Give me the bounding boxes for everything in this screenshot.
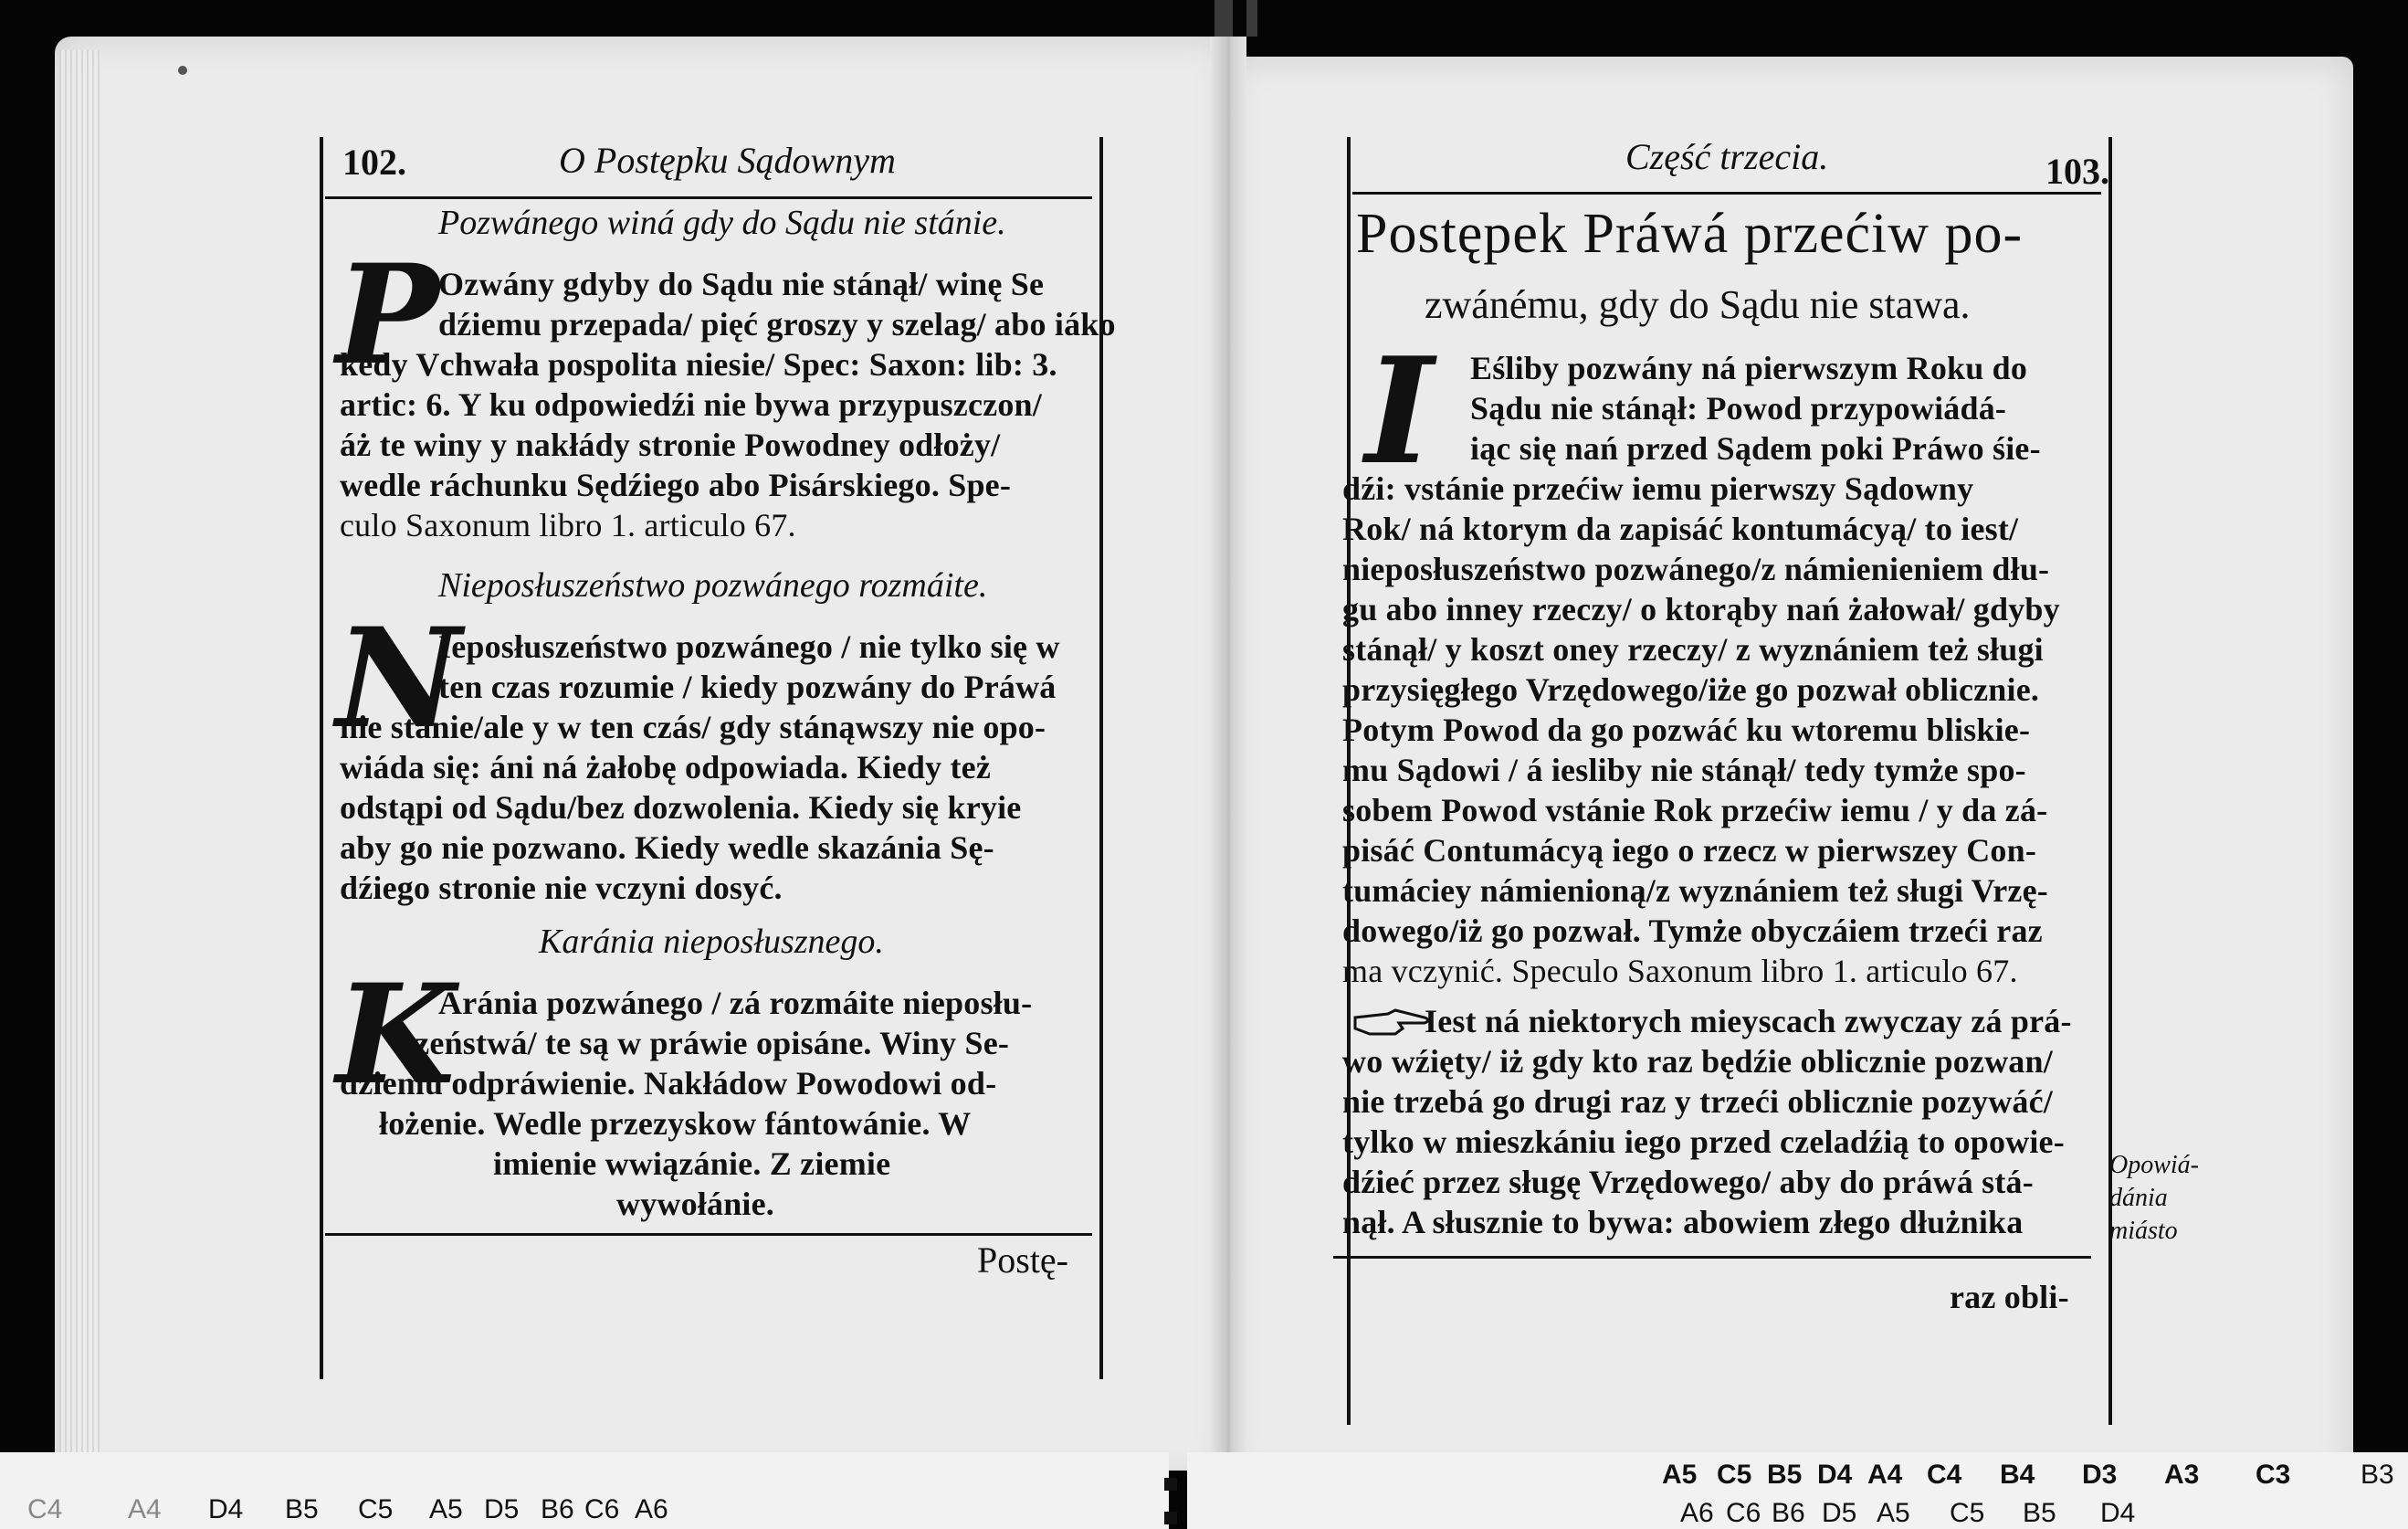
strip-label: B4 — [2000, 1460, 2035, 1490]
strip-label: C5 — [358, 1494, 394, 1524]
pointing-hand-icon — [1351, 1005, 1434, 1041]
text-line: sobem Powod vstánie Rok przećiw iemu / y da zá- — [1342, 792, 2048, 828]
page-edges — [59, 50, 100, 1466]
strip-marker — [1164, 1478, 1177, 1491]
text-line: Iest ná niektorych mieyscach zwyczay zá prá- — [1425, 1003, 2072, 1039]
strip-label: C6 — [584, 1494, 620, 1524]
text-line: wywołánie. — [616, 1186, 774, 1222]
text-line: wo wźięty/ iż gdy kto raz będźie oblicznie pozwan/ — [1342, 1043, 2053, 1080]
catchword: Postę- — [977, 1239, 1068, 1281]
margin-note: miásto — [2109, 1217, 2178, 1245]
dropcap: N — [336, 598, 462, 759]
margin-note: Opowiá- — [2109, 1151, 2199, 1179]
head-rule — [1352, 192, 2101, 195]
left-running-head: O Postępku Sądownym — [559, 140, 896, 181]
strip-label: C4 — [1927, 1460, 1962, 1490]
text-line: nął. A słusznie to bywa: abowiem złego dłużnika — [1342, 1204, 2024, 1240]
text-line: pisáć Contumácyą iego o rzecz w pierwszey Con- — [1342, 832, 2037, 869]
strip-label: C6 — [1726, 1498, 1761, 1528]
left-folio: 102. — [342, 142, 406, 183]
text-line: imienie wwiązánie. Z ziemie — [493, 1145, 891, 1182]
strip-label: C3 — [2256, 1460, 2291, 1490]
strip-label: A4 — [128, 1494, 162, 1524]
text-line: łożenie. Wedle przezyskow fántowánie. W — [379, 1105, 972, 1142]
text-line: tumáciey námienioną/z wyznániem też sługi Vrzę- — [1342, 872, 2048, 909]
strip-label: B5 — [1767, 1460, 1803, 1490]
strip-label: A6 — [635, 1494, 668, 1524]
strip-label: C4 — [27, 1494, 63, 1524]
section-heading: Nieposłuszeństwo pozwánego rozmáite. — [438, 566, 988, 605]
strip-label: D4 — [1817, 1460, 1853, 1490]
section-heading: Pozwánego winá gdy do Sądu nie stánie. — [438, 204, 1006, 242]
scan-edge-mark — [1215, 0, 1233, 37]
text-line: dźiemu przepada/ pięć groszy y szelag/ abo iáko — [438, 306, 1116, 343]
text-line: dźi: vstánie przećiw iemu pierwszy Sądowny — [1342, 470, 1974, 507]
scan-edge-mark — [1246, 0, 1257, 37]
strip-label: D5 — [484, 1494, 520, 1524]
text-line: Sądu nie stánął: Powod przypowiádá- — [1470, 390, 2007, 427]
head-rule — [325, 196, 1092, 199]
text-line: tylko w mieszkániu iego przed czeladźią to opowie- — [1342, 1123, 2065, 1160]
strip-label: A6 — [1680, 1498, 1714, 1528]
strip-label: A5 — [1877, 1498, 1910, 1528]
text-line: Potym Powod da go pozwáć ku wtoremu bliskie- — [1342, 712, 2031, 748]
right-folio: 103. — [2045, 151, 2109, 192]
text-line: kedy Vchwała pospolita niesie/ Spec: Saxon: lib: 3. — [340, 346, 1057, 383]
catchword: raz obli- — [1950, 1279, 2069, 1315]
chapter-title-continued: zwánému, gdy do Sądu nie stawa. — [1425, 282, 1971, 327]
text-line: aby go nie pozwano. Kiedy wedle skazánia Sę- — [340, 829, 994, 866]
strip-label: B3 — [2361, 1460, 2394, 1490]
text-line: Eśliby pozwány ná pierwszym Roku do — [1470, 350, 2028, 386]
strip-label: A5 — [429, 1494, 463, 1524]
dropcap: I — [1365, 325, 1434, 497]
strip-label: D5 — [1822, 1498, 1857, 1528]
right-running-head: Część trzecia. — [1625, 136, 1829, 177]
strip-label: D4 — [208, 1494, 244, 1524]
chapter-title: Postępek Práwá przećiw po- — [1356, 203, 2024, 265]
text-line: Ozwány gdyby do Sądu nie stánął/ winę Se — [438, 266, 1045, 302]
strip-label: C5 — [1950, 1498, 1985, 1528]
text-line: mu Sądowi / á iesliby nie stánął/ tedy tymże spo- — [1342, 752, 2026, 788]
text-line: szeństwá/ te są w práwie opisáne. Winy Se- — [402, 1025, 1010, 1061]
strip-label: B6 — [541, 1494, 574, 1524]
foot-rule — [325, 1233, 1092, 1236]
text-line: wiáda się: áni ná żałobę odpowiada. Kiedy też — [340, 749, 992, 786]
text-line: dźieć przez sługę Vrzędowego/ aby do práwá stá- — [1342, 1164, 2034, 1200]
foot-rule — [1333, 1256, 2091, 1259]
text-line: ma vczynić. Speculo Saxonum libro 1. articulo 67. — [1342, 953, 2018, 989]
text-line: nieposłuszeństwo pozwánego/z námienieniem dłu- — [1342, 551, 2050, 587]
text-line: artic: 6. Y ku odpowiedźi nie bywa przypuszczon/ — [340, 386, 1042, 423]
dropcap: P — [336, 235, 439, 395]
binding-hole — [178, 66, 187, 75]
text-line: nie trzebá go drugi raz y trzeći oblicznie pozywáć/ — [1342, 1083, 2053, 1120]
text-line: iąc się nań przed Sądem poki Práwo śie- — [1470, 430, 2041, 467]
text-line: dźiemu odpráwienie. Nakłádow Powodowi od- — [340, 1065, 997, 1102]
strip-label: B5 — [285, 1494, 319, 1524]
strip-label: A5 — [1662, 1460, 1698, 1490]
text-line: gu abo inney rzeczy/ o ktorąby nań żałował/ gdyby — [1342, 591, 2060, 627]
strip-label: B5 — [2023, 1498, 2056, 1528]
margin-note: dánia — [2109, 1184, 2168, 1212]
text-line: áż te winy y nakłády stronie Powodney odłoży/ — [340, 427, 1001, 463]
text-line: dowego/iż go pozwał. Tymże obyczáiem trzeći raz — [1342, 912, 2043, 949]
strip-label: B6 — [1772, 1498, 1805, 1528]
text-line: nie stánie/ale y w ten czás/ gdy stánąwszy nie opo- — [340, 709, 1046, 745]
text-line: ten czas rozumie / kiedy pozwány do Práwá — [438, 669, 1057, 705]
strip-label: D3 — [2082, 1460, 2118, 1490]
text-line: przysięgłego Vrzędowego/iże go pozwał oblicznie. — [1342, 671, 2040, 708]
strip-label: A4 — [1867, 1460, 1903, 1490]
book-gutter — [1210, 37, 1246, 1480]
text-line: Aránia pozwánego / zá rozmáite nieposłu- — [438, 985, 1033, 1021]
text-line: Rok/ ná ktorym da zapisáć kontumácyą/ to iest/ — [1342, 511, 2019, 547]
text-line: dźiego stronie nie vczyni dosyć. — [340, 870, 783, 906]
strip-label: A3 — [2164, 1460, 2200, 1490]
text-line: culo Saxonum libro 1. articulo 67. — [340, 507, 796, 543]
text-line: stánął/ y koszt oney rzeczy/ z wyznániem też sługi — [1342, 631, 2044, 668]
strip-marker — [1164, 1512, 1177, 1524]
strip-label: C5 — [1717, 1460, 1752, 1490]
strip-label: D4 — [2100, 1498, 2136, 1528]
text-line: Ieposłuszeństwo pozwánego / nie tylko się w — [438, 628, 1060, 665]
text-line: odstąpi od Sądu/bez dozwolenia. Kiedy się kryie — [340, 789, 1022, 826]
dropcap: K — [336, 954, 456, 1115]
section-heading: Karánia nieposłusznego. — [539, 923, 884, 961]
text-line: wedle ráchunku Sędźiego abo Pisárskiego. Spe- — [340, 467, 1012, 503]
